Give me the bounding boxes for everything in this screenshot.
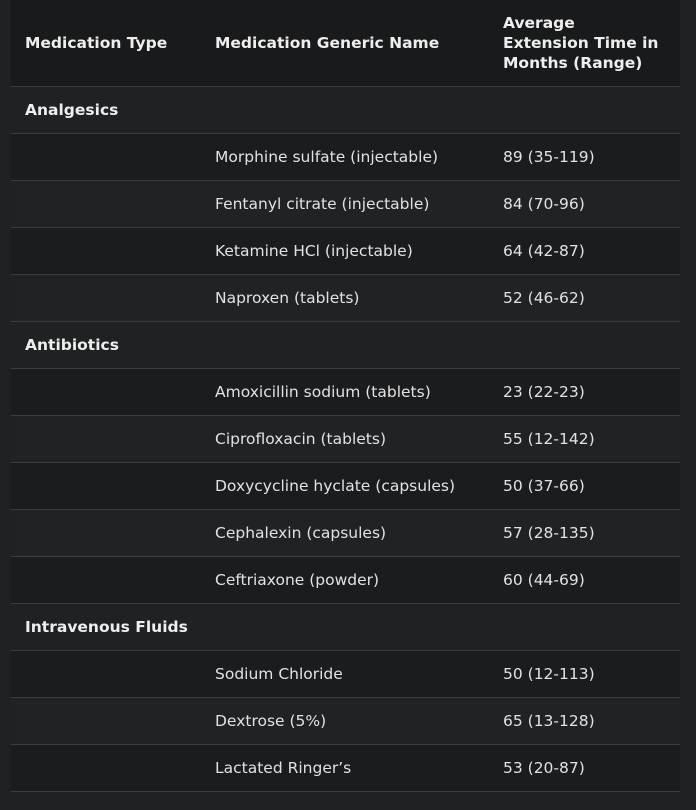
- table-row: [11, 697, 680, 744]
- table-row: [11, 274, 680, 321]
- medication-extension-table: [11, 0, 680, 792]
- medication-name: Lactated Ringer’s: [201, 744, 489, 791]
- empty-cell: [11, 415, 201, 462]
- group-row-analgesics: [11, 86, 680, 133]
- empty-cell: [201, 321, 489, 368]
- empty-cell: [489, 86, 680, 133]
- medication-name: Naproxen (tablets): [201, 274, 489, 321]
- empty-cell: [11, 697, 201, 744]
- header-average-extension-time: Average Extension Time in Months (Range): [489, 0, 680, 86]
- extension-value: 52 (46-62): [489, 274, 680, 321]
- extension-value: 64 (42-87): [489, 227, 680, 274]
- extension-value: 50 (12-113): [489, 650, 680, 697]
- group-label: Antibiotics: [11, 321, 201, 368]
- header-medication-generic-name: Medication Generic Name: [201, 0, 489, 86]
- table-row: [11, 180, 680, 227]
- medication-name: Ketamine HCl (injectable): [201, 227, 489, 274]
- medication-name: Morphine sulfate (injectable): [201, 133, 489, 180]
- empty-cell: [11, 274, 201, 321]
- medication-name: Amoxicillin sodium (tablets): [201, 368, 489, 415]
- group-row-antibiotics: [11, 321, 680, 368]
- medication-name: Fentanyl citrate (injectable): [201, 180, 489, 227]
- table-row: [11, 744, 680, 791]
- empty-cell: [11, 556, 201, 603]
- empty-cell: [489, 321, 680, 368]
- empty-cell: [201, 603, 489, 650]
- extension-value: 55 (12-142): [489, 415, 680, 462]
- empty-cell: [201, 86, 489, 133]
- table-row: [11, 509, 680, 556]
- extension-value: 53 (20-87): [489, 744, 680, 791]
- group-label: Intravenous Fluids: [11, 603, 201, 650]
- table-row: [11, 227, 680, 274]
- extension-value: 23 (22-23): [489, 368, 680, 415]
- header-row: [11, 0, 680, 86]
- extension-value: 60 (44-69): [489, 556, 680, 603]
- medication-name: Cephalexin (capsules): [201, 509, 489, 556]
- medication-name: Ceftriaxone (powder): [201, 556, 489, 603]
- group-label: Analgesics: [11, 86, 201, 133]
- table-row: [11, 415, 680, 462]
- table-header: [11, 0, 680, 86]
- table-row: [11, 462, 680, 509]
- empty-cell: [11, 133, 201, 180]
- table-row: [11, 556, 680, 603]
- table-body: [11, 86, 680, 791]
- empty-cell: [11, 744, 201, 791]
- table-row: [11, 368, 680, 415]
- empty-cell: [11, 509, 201, 556]
- header-medication-type: Medication Type: [11, 0, 201, 86]
- extension-value: 89 (35-119): [489, 133, 680, 180]
- extension-value: 57 (28-135): [489, 509, 680, 556]
- empty-cell: [11, 227, 201, 274]
- empty-cell: [11, 368, 201, 415]
- table-row: [11, 133, 680, 180]
- medication-name: Ciprofloxacin (tablets): [201, 415, 489, 462]
- table-row: [11, 650, 680, 697]
- medication-name: Dextrose (5%): [201, 697, 489, 744]
- empty-cell: [11, 462, 201, 509]
- empty-cell: [11, 650, 201, 697]
- empty-cell: [11, 180, 201, 227]
- empty-cell: [489, 603, 680, 650]
- group-row-intravenous-fluids: [11, 603, 680, 650]
- medication-name: Doxycycline hyclate (capsules): [201, 462, 489, 509]
- extension-value: 50 (37-66): [489, 462, 680, 509]
- medication-name: Sodium Chloride: [201, 650, 489, 697]
- extension-value: 65 (13-128): [489, 697, 680, 744]
- extension-value: 84 (70-96): [489, 180, 680, 227]
